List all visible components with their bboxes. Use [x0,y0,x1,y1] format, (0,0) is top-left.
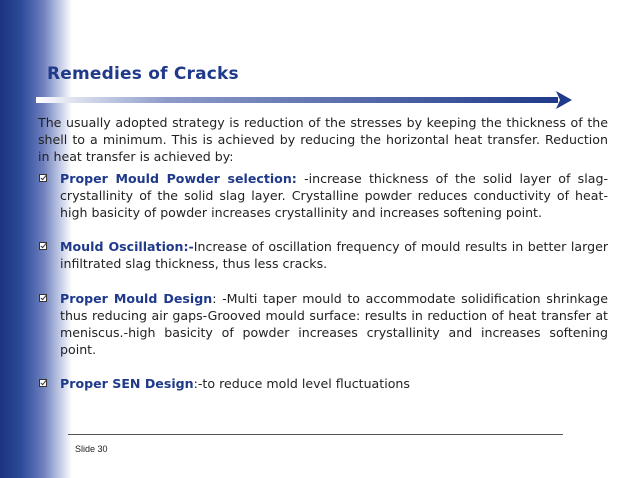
slide-body [38,114,608,393]
bullet-item [38,375,608,392]
bullet-text: :-to reduce mold level fluctuations [193,376,410,392]
bullet-term: Proper SEN Design [60,376,194,392]
bullet-item [38,238,608,272]
bullet-text: -increase thickness of the solid layer of slag-crystallinity of the solid slag layer. Crystalline powder reduces conductivity of heat-high basicity of powder increases crystallinity and increases softening point. [60,170,608,221]
slide-number: Slide 30 [75,444,108,454]
checkbox-bullet-icon [39,174,47,182]
bullet-text: : -Multi taper mould to accommodate solidification shrinkage thus reducing air gaps-Grooved mould surface: results in reduction of heat transfer at meniscus.-high basicity of powder increases crystallinity and increases softening point. [60,290,609,358]
title-underline-arrow [36,90,574,110]
bullet-term: Proper Mould Powder selection: [60,170,297,186]
slide-title: Remedies of Cracks [47,64,239,84]
bullet-term: Proper Mould Design [60,290,213,306]
bullet-item [38,290,608,359]
checkbox-bullet-icon [39,242,47,250]
footer-divider [68,434,563,435]
bullet-item [38,170,608,222]
checkbox-bullet-icon [39,294,47,302]
intro-paragraph: The usually adopted strategy is reduction of the stresses by keeping the thickness of the shell to a minimum. This is achieved by reducing the horizontal heat transfer. Reduction in heat transfer is achieved by: [38,115,608,165]
bullet-term: Mould Oscillation:- [60,239,194,255]
bullet-text: Increase of oscillation frequency of mould results in better larger infiltrated slag thickness, thus less cracks. [60,239,608,272]
checkbox-bullet-icon [39,379,47,387]
